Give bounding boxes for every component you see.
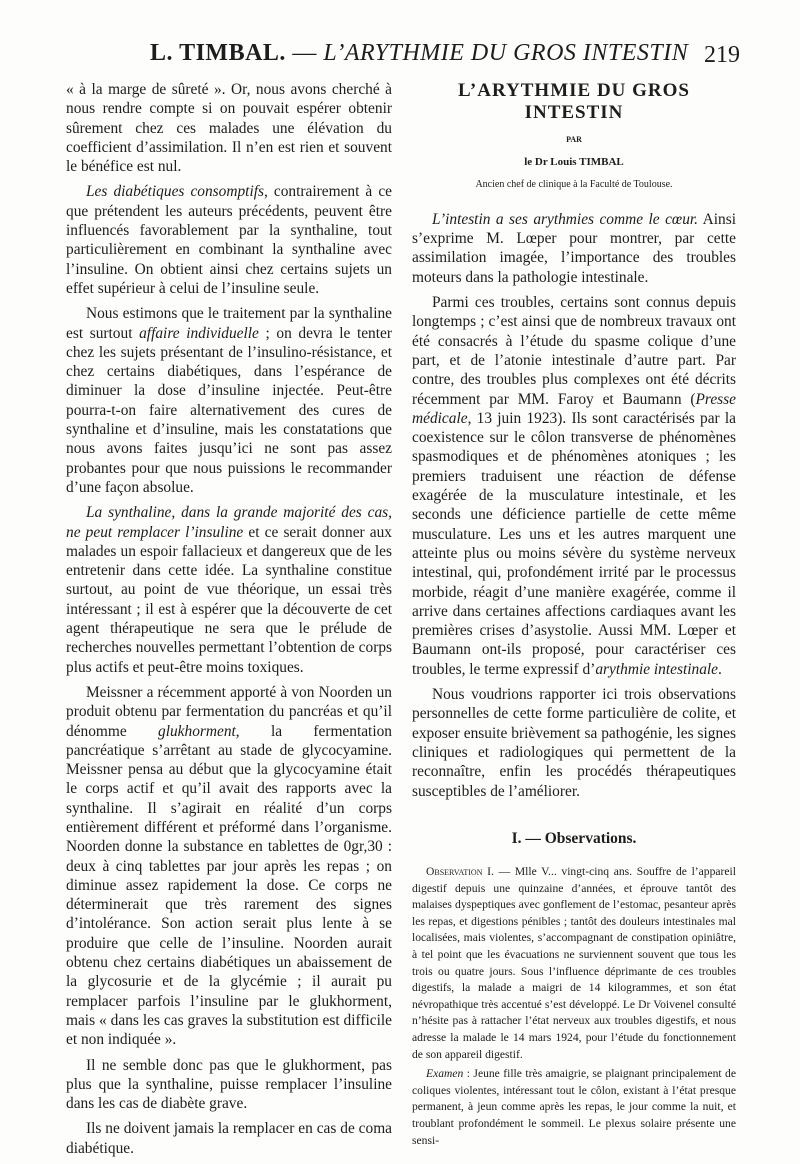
left-paragraph-3-text-a: Nous estimons que le traitement par la synthaline est surtout [66, 305, 392, 342]
left-paragraph-4 [66, 503, 392, 677]
article-author: le Dr Louis TIMBAL [524, 156, 624, 169]
left-paragraph-5-emphasis: glukhorment [158, 722, 236, 740]
right-column [412, 80, 736, 1152]
running-head-author: L. TIMBAL. [150, 40, 286, 66]
section-heading: I. — Observations. [511, 829, 637, 847]
right-paragraph-2-text-b: , 13 juin 1923). Ils sont caractérisés par la coexistence sur le côlon transverse de phénomènes spasmodiques et de phénomènes atoniques ; les premiers traduisent une réaction de défense exagérée de la musculature intestinale, et les seconds une déficience partielle de cette même musculature. Les uns et les autres marquent une atteinte plus ou moins sévère du système nerveux intestinal, qui, profondément irrité par le processus morbide, réagit d’une manière exagérée, comme il arrive dans certaines affections cardiaques avant les premières crises d’asystolie. Aussi MM. Lœper et Baumann ont-ils proposé, pour caractériser ces troubles, le terme expressif d’ [412, 409, 736, 678]
examen-text: : Jeune fille très amaigrie, se plaignant principalement de coliques violentes, intéressant tout le côlon, existant à l’état presque permanent, à jeun comme après les repas, le jour comme la nuit, et troublant profondément le sommeil. Le plexus solaire présente une sensi- [412, 1067, 736, 1147]
left-paragraph-3-text-b: ; on devra le tenter chez les sujets présentant de l’insulino-résistance, et chez certains diabétiques, dans l’espérance de diminuer la dose d’insuline injectée. Peut-être pourra-t-on faire alternativement des cures de synthaline et d’insuline, mais les constatations que nous avons faites jusqu’ici ne sont pas assez probantes pour que nous puissions le recommander d’une façon absolue. [66, 324, 392, 496]
left-paragraph-2-emphasis: Les diabétiques consomptifs [86, 183, 264, 201]
running-head-separator: — [285, 40, 324, 66]
author-affiliation: Ancien chef de clinique à la Faculté de Toulouse. [475, 178, 673, 190]
right-paragraph-2-text-c: . [718, 660, 722, 678]
right-paragraph-2-text-a: Parmi ces troubles, certains sont connus depuis longtemps ; c’est ainsi que de nombreux travaux ont été consacrés à l’étude du spasme colique d’une part, et de l’atonie intestinale d’autre part. Par contre, des troubles plus complexes ont été décrits récemment par MM. Faroy et Baumann ( [412, 294, 736, 408]
left-paragraph-6: Il ne semble donc pas que le glukhorment, pas plus que la synthaline, puisse remplacer l’insuline dans les cas de diabète grave. [66, 1056, 392, 1113]
left-column [66, 80, 392, 1164]
running-head-title [150, 40, 688, 67]
observation-block [412, 864, 736, 1149]
left-paragraph-3 [66, 304, 392, 497]
left-paragraph-3-emphasis: affaire individuelle [139, 324, 259, 342]
by-line-par: PAR [566, 135, 582, 144]
left-paragraph-5-text-b: , la fermentation pancréatique s’arrêtant au stade de glycocyamine. Meissner pensa au début que la glycocyamine était le corps actif et qu’il avait des rapports avec la synthaline. Il s’agirait en réalité d’un corps entièrement différent et préformé dans l’organisme. Noorden donne la substance en tablettes de 0gr,30 : deux à cinq tablettes par jour après les repas ; on diminue assez rapidement la dose. Ce corps ne déterminerait que très rarement des signes d’intolérance. Son action serait plus lente à se produire que celle de l’insuline. Noorden aurait obtenu chez certains diabétiques un abaissement de la glycosurie et de la glycémie ; il aurait pu remplacer parfois l’insuline par le glukhorment, mais « dans les cas graves la substitution est difficile et non indiquée ». [66, 722, 392, 1049]
observation-text: — Mlle V... vingt-cinq ans. Souffre de l’appareil digestif depuis une quinzaine d’années, et éprouve tantôt des malaises dyspeptiques avec gonflement de l’estomac, pesanteur après les repas, et digestions pénibles ; tantôt des douleurs intestinales mal localisées, mais violentes, s’accompagnant de constipation opiniâtre, à tel point que les évacuations ne surviennent souvent que tous les trois ou quatre jours. Sous l’influence déprimante de ces troubles digestifs, la malade a maigri de 14 kilogrammes, et son état névropathique très accentué s’est développé. Le Dr Voivenel consulté n’hésite pas à rattacher l’état nerveux aux troubles digestifs, et nous adresse la malade le 14 mars 1924, pour l’étude du fonctionnement de son appareil digestif. [412, 865, 736, 1061]
left-paragraph-4-emphasis: La synthaline, dans la grande majorité des cas, ne peut remplacer l’insuline [66, 504, 392, 541]
left-paragraph-1: « à la marge de sûreté ». Or, nous avons cherché à nous rendre compte si on pouvait espérer obtenir sûrement chez ces malades une élévation du coefficient d’assimilation. Il n’en est rien et souvent le bénéfice est nul. [66, 81, 392, 176]
right-paragraph-2 [412, 293, 736, 679]
page-number: 219 [704, 42, 740, 68]
right-paragraph-1-text: Ainsi s’exprime M. Lœper pour montrer, par cette assimilation imagée, l’importance des troubles moteurs dans la pathologie intestinale. [412, 210, 736, 286]
left-paragraph-7: Ils ne doivent jamais la remplacer en cas de coma diabétique. [66, 1120, 392, 1157]
left-paragraph-5-text-a: Meissner a récemment apporté à von Noorden un produit obtenu par fermentation du pancréas et qu’il dénomme [66, 683, 392, 740]
left-paragraph-4-text: et ce serait donner aux malades un espoir fallacieux et dangereux que de les entretenir dans cette idée. La synthaline constitue surtout, au point de vue théorique, un essai très intéressant ; il est à espérer que la découverte de cet agent thérapeutique ne sera que le prélude de recherches nouvelles permettant l’obtention de corps plus actifs et peut-être moins toxiques. [66, 523, 393, 676]
left-paragraph-2 [66, 182, 392, 298]
article-title: L’ARYTHMIE DU GROS INTESTIN [458, 80, 690, 123]
running-header [60, 40, 740, 80]
right-paragraph-1-emphasis: L’intestin a ses arythmies comme le cœur. [432, 210, 699, 228]
examen-paragraph [412, 1066, 736, 1149]
observation-label: Observation I. [426, 865, 494, 879]
right-paragraph-2-emphasis: Presse médicale [412, 390, 736, 427]
left-paragraph-5 [66, 683, 392, 1050]
examen-label: Examen [426, 1067, 464, 1081]
observation-paragraph [412, 864, 736, 1063]
right-paragraph-2-emphasis-2: arythmie intestinale [595, 660, 719, 678]
left-paragraph-2-text: , contrairement à ce que prétendent les auteurs précédents, peuvent être influencés favorablement par la synthaline, tout particulièrement en combinant la synthaline avec l’insuline. On obtient ainsi chez certains sujets un effet supérieur à celui de l’insuline seule. [66, 183, 392, 297]
running-head-article-title: L’ARYTHMIE DU GROS INTESTIN [323, 40, 689, 66]
right-paragraph-1 [412, 210, 736, 287]
right-paragraph-3: Nous voudrions rapporter ici trois observations personnelles de cette forme particulière de colite, et exposer ensuite brièvement sa pathogénie, les signes cliniques et radiologiques qui permettent de la reconnaître, enfin les procédés thérapeutiques susceptibles de l’améliorer. [412, 686, 736, 800]
